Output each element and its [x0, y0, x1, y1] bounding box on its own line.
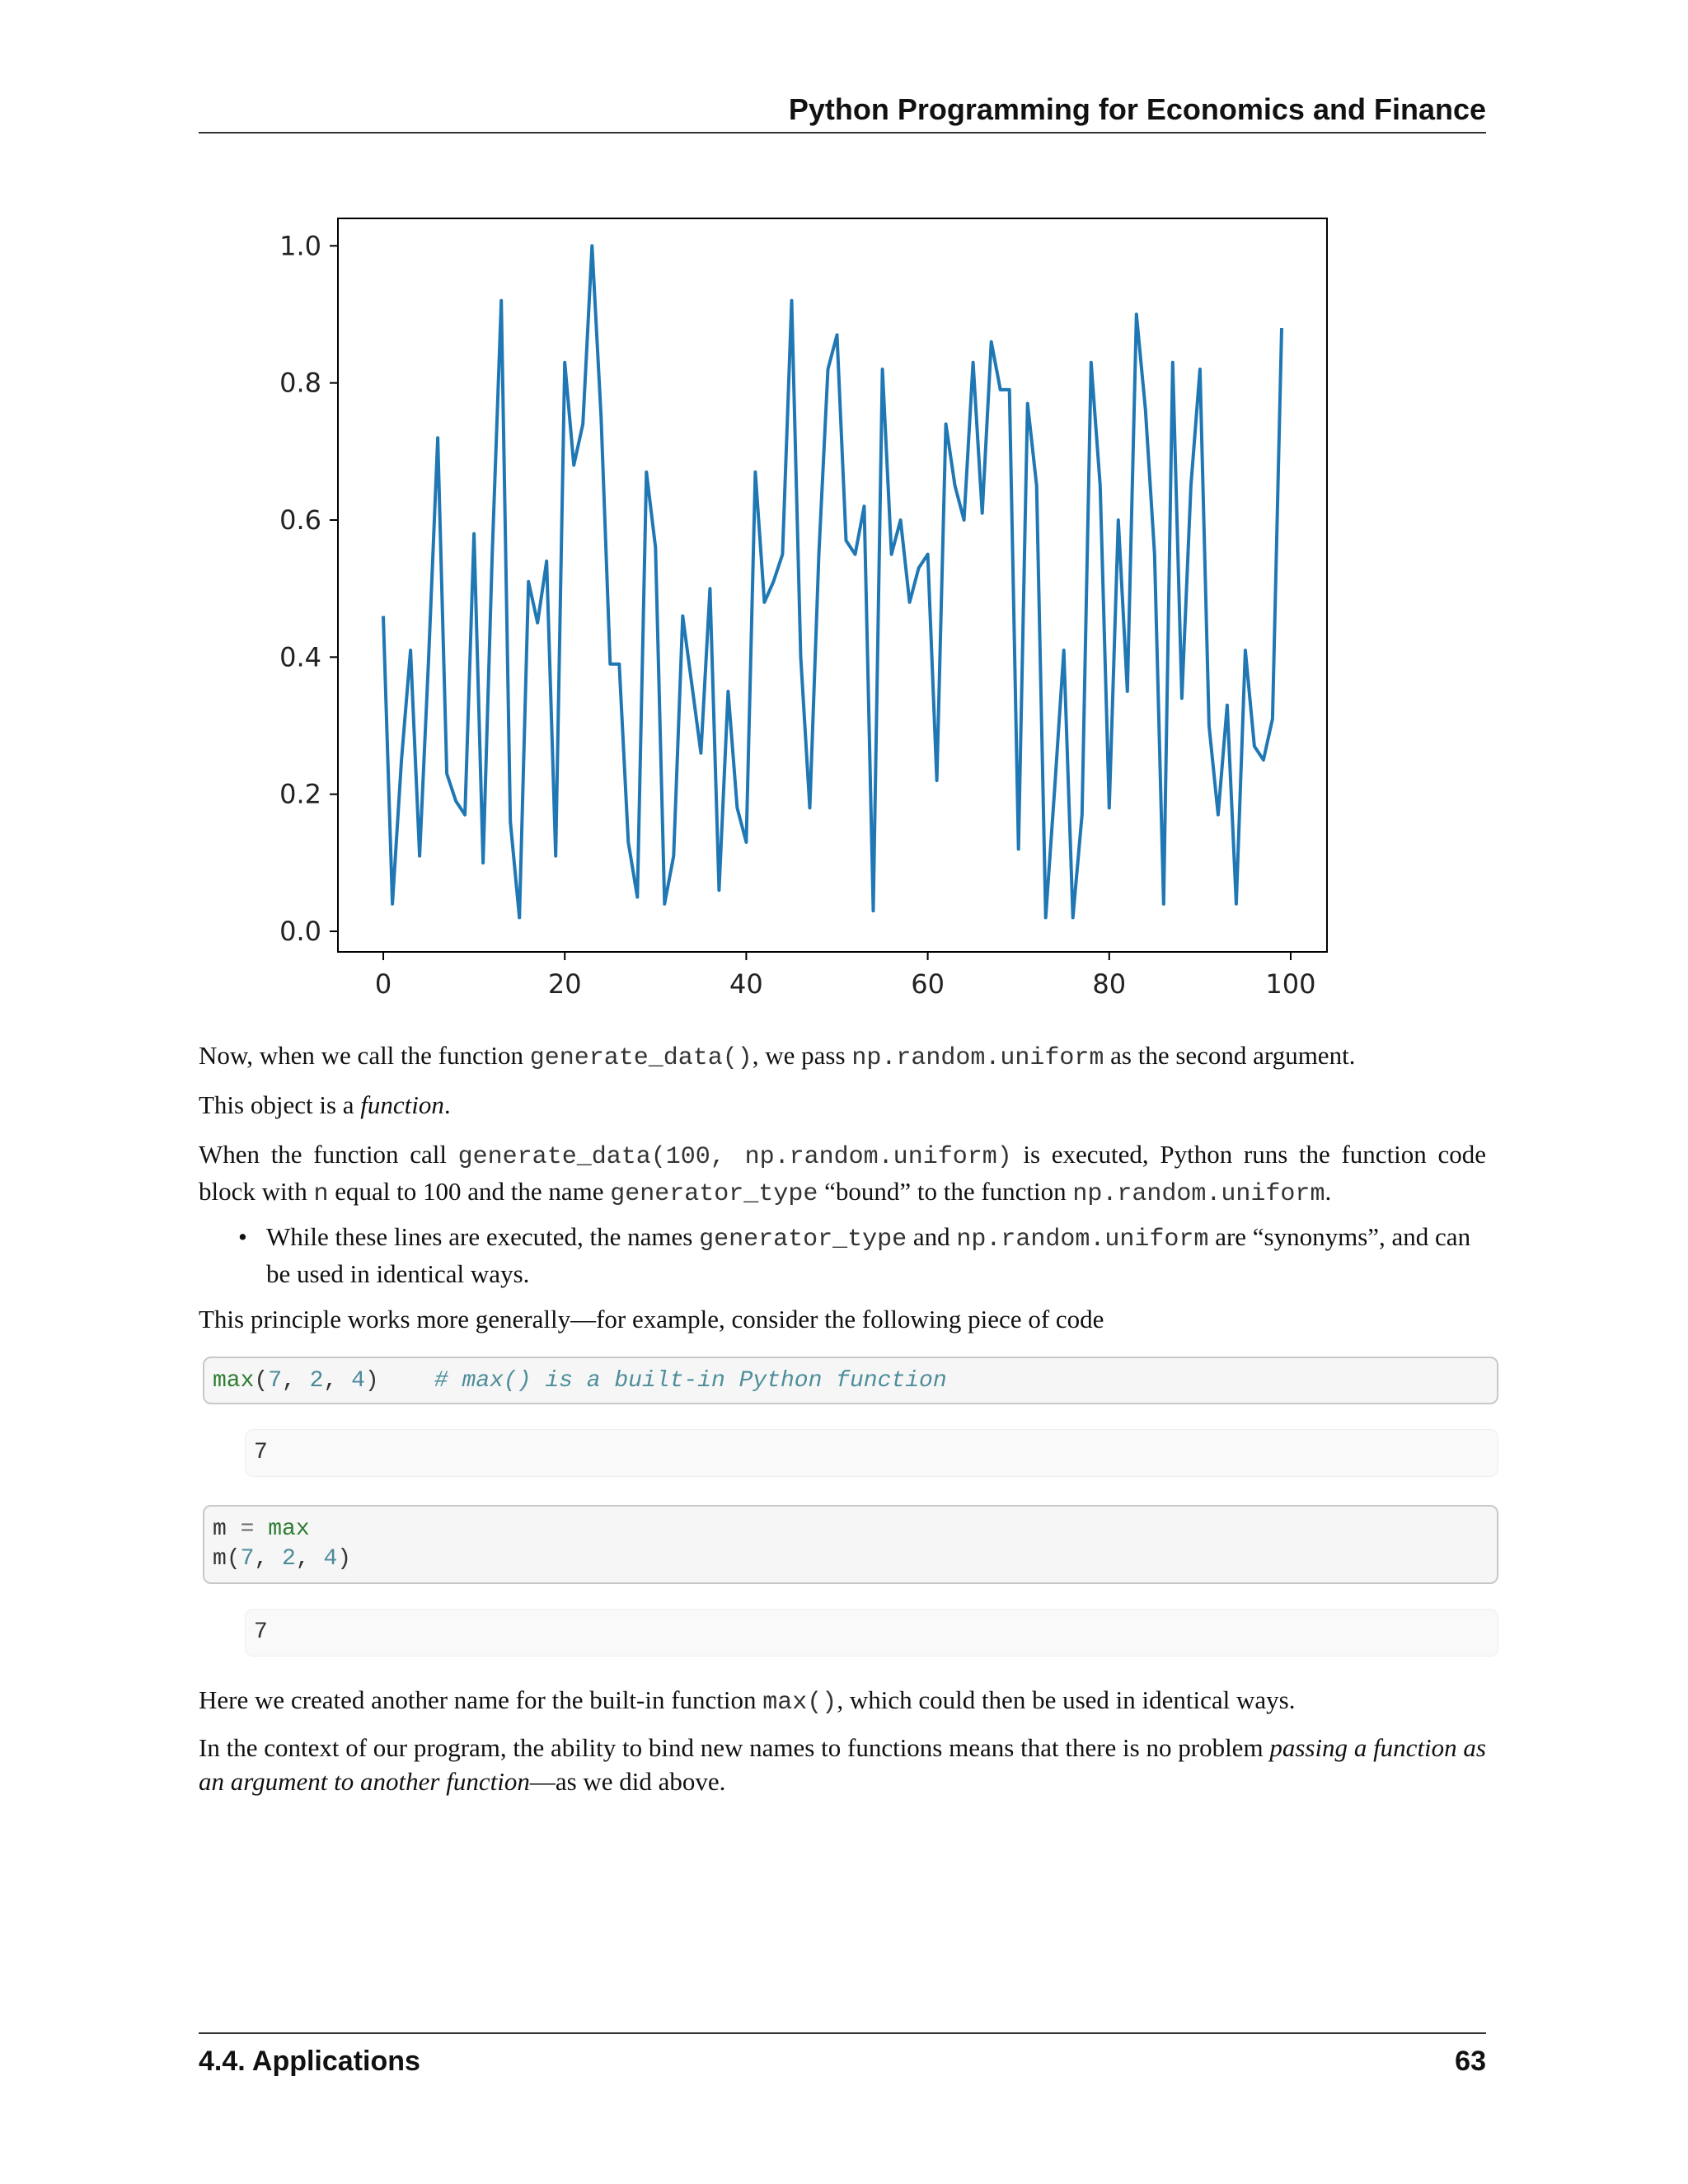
running-footer: [199, 2032, 1486, 2083]
inline-code: max(): [762, 1689, 837, 1717]
text-run: , which could then be used in identical ways.: [837, 1685, 1296, 1714]
code-token: (: [254, 1368, 269, 1394]
y-tick-label: 0.2: [279, 778, 321, 810]
emphasis: passing a function as an argument to another function: [199, 1733, 1486, 1796]
code-cell-2[interactable]: [203, 1505, 1498, 1584]
inline-code: generate_data(100, np.random.uniform): [457, 1143, 1012, 1171]
x-tick-label: 80: [1092, 968, 1127, 1000]
running-header: [199, 92, 1486, 134]
code-token: ,: [323, 1368, 352, 1394]
inline-code: np.random.uniform: [956, 1226, 1209, 1254]
text-run: In the context of our program, the ability to bind new names to functions means that there is no problem: [199, 1733, 1270, 1762]
code-cell-1[interactable]: [203, 1357, 1498, 1404]
text-run: While these lines are executed, the names: [266, 1222, 700, 1251]
bullet-item: [266, 1220, 1486, 1291]
output-text: 7: [254, 1440, 268, 1465]
paragraph-4: [199, 1302, 1486, 1336]
code-token: ,: [295, 1546, 324, 1572]
code-token: 2: [309, 1368, 324, 1394]
paragraph-1: [199, 1038, 1486, 1076]
code-token: =: [226, 1516, 269, 1542]
output-cell-1: [245, 1429, 1498, 1477]
code-token: (: [226, 1546, 241, 1572]
text-run: Now, when we call the function: [199, 1041, 530, 1070]
code-token: 7: [240, 1546, 255, 1572]
text-run: “bound” to the function: [818, 1177, 1073, 1206]
inline-code: np.random.uniform: [851, 1044, 1104, 1072]
paragraph-6: [199, 1731, 1486, 1798]
section-label: 4.4. Applications: [199, 2046, 420, 2077]
inline-code: n: [313, 1180, 329, 1208]
code-token: max: [213, 1368, 255, 1394]
code-token: max: [268, 1516, 310, 1542]
emphasis: function: [360, 1090, 444, 1119]
text-run: .: [443, 1090, 451, 1119]
code-token: ): [364, 1368, 379, 1394]
x-tick-label: 40: [729, 968, 763, 1000]
text-run: .: [1325, 1177, 1332, 1206]
code-token: 2: [282, 1546, 296, 1572]
code-token: 7: [268, 1368, 283, 1394]
paragraph-2: [199, 1088, 1486, 1122]
text-run: Here we created another name for the built-in function: [199, 1685, 763, 1714]
text-run: as the second argument.: [1104, 1041, 1356, 1070]
text-run: This object is a: [199, 1090, 361, 1119]
output-cell-2: [245, 1609, 1498, 1657]
line-chart: [247, 206, 1335, 1014]
inline-code: generator_type: [699, 1226, 907, 1254]
code-token: 4: [323, 1546, 338, 1572]
code-token: ): [337, 1546, 352, 1572]
y-tick-label: 0.0: [279, 916, 321, 948]
inline-code: generator_type: [610, 1180, 818, 1208]
output-text: 7: [254, 1619, 268, 1645]
book-title: Python Programming for Economics and Finance: [788, 92, 1486, 126]
series-line: [383, 246, 1282, 917]
x-tick-label: 60: [911, 968, 945, 1000]
x-tick-label: 100: [1265, 968, 1316, 1000]
code-token: ,: [282, 1368, 310, 1394]
text-run: —as we did above.: [529, 1767, 726, 1796]
y-tick-label: 0.4: [279, 641, 321, 673]
y-tick-label: 0.8: [279, 367, 321, 399]
text-run: equal to 100 and the name: [328, 1177, 611, 1206]
text-run: When the function call: [199, 1140, 458, 1169]
bullet-list: [199, 1220, 1486, 1291]
paragraph-3: [199, 1137, 1486, 1212]
y-tick-label: 0.6: [279, 504, 321, 536]
text-run: are “synonyms”, and can be used in identical ways.: [266, 1222, 1471, 1288]
page-number: 63: [1455, 2046, 1486, 2077]
text-run: and: [907, 1222, 957, 1251]
text-run: , we pass: [752, 1041, 852, 1070]
x-tick-label: 0: [374, 968, 392, 1000]
code-token: ,: [254, 1546, 283, 1572]
code-token: 4: [351, 1368, 365, 1394]
code-token: m: [213, 1516, 227, 1542]
inline-code: np.random.uniform: [1072, 1180, 1325, 1208]
text-run: is executed, Python runs the function code block with: [199, 1140, 1486, 1206]
inline-code: generate_data(): [529, 1044, 753, 1072]
code-token: m: [213, 1546, 227, 1572]
y-tick-label: 1.0: [279, 230, 321, 262]
line-chart-figure: [247, 206, 1335, 1014]
x-tick-label: 20: [547, 968, 582, 1000]
paragraph-5: [199, 1683, 1486, 1720]
text-run: This principle works more generally—for example, consider the following piece of code: [199, 1305, 1104, 1333]
code-comment: # max() is a built-in Python function: [434, 1368, 947, 1394]
